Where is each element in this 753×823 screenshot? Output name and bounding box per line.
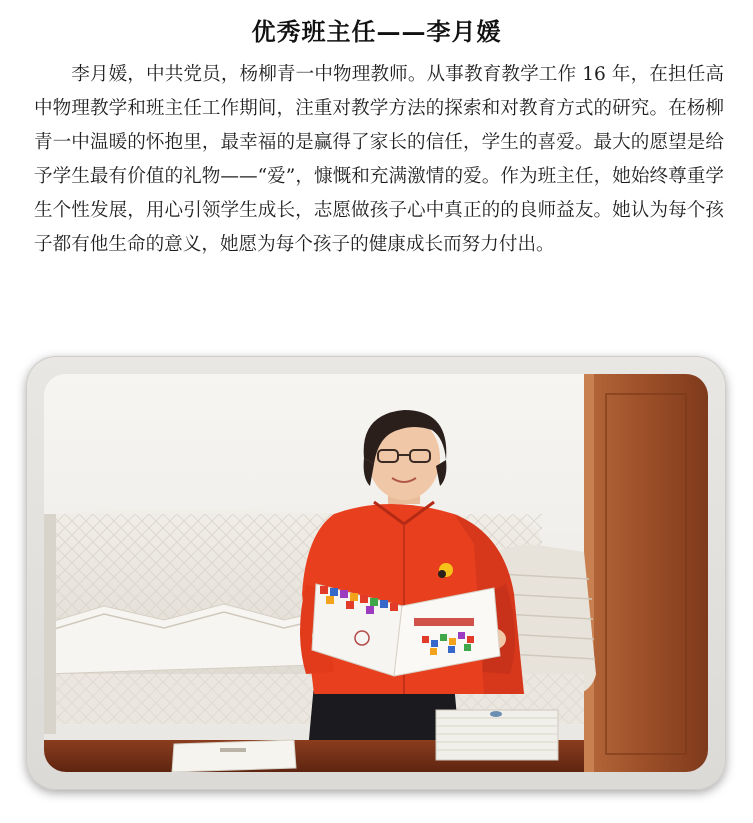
teacher-photo-illustration (44, 374, 708, 772)
teacher-photo (44, 374, 708, 772)
page-title: 优秀班主任——李月媛 (251, 17, 502, 46)
body-paragraph: 李月媛，中共党员，杨柳青一中物理教师。从事教育教学工作 16 年，在担任高中物理教学和班主任工作期间，注重对教学方法的探索和对教育方式的研究。在杨柳青一中温暖的怀抱里，最幸福的是赢得了家长的信任，学生的喜爱。最大的愿望是给予学生最有价值的礼物——“爱”，慷慨和充满激情的爱。作为班主任，她始终尊重学生个性发展，用心引领学生成长，志愿做孩子心中真正的的良师益友。她认为每个孩子都有他生命的意义，她愿为每个孩子的健康成长而努力付出。 (34, 64, 724, 255)
wooden-door (584, 374, 708, 772)
photo-frame (26, 356, 726, 790)
